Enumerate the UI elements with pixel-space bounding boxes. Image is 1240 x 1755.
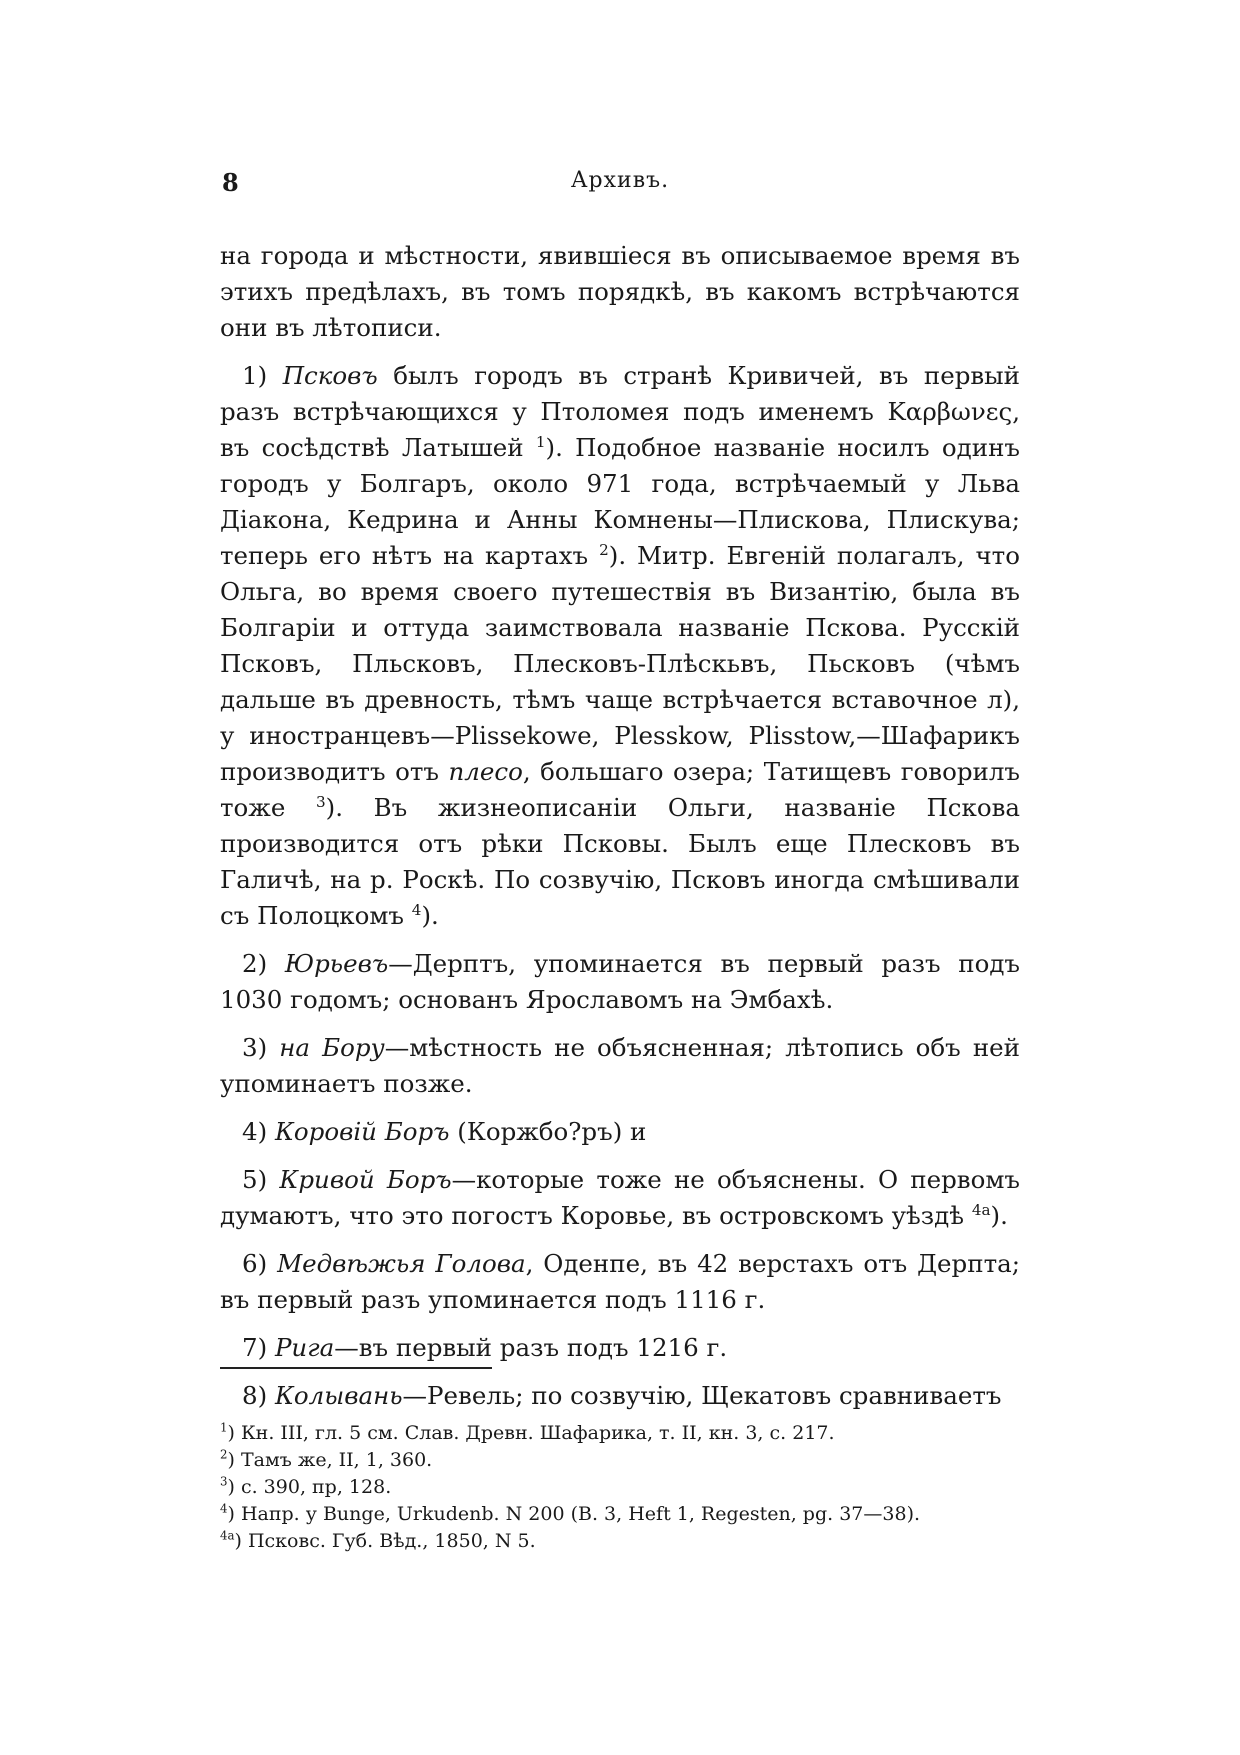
place-name: Кривой Боръ [279, 1165, 452, 1194]
paragraph-continuation [220, 238, 1020, 346]
place-name: Псковъ [282, 361, 378, 390]
text-run: ). [990, 1201, 1008, 1230]
text-run: —въ первый разъ подъ 1216 г. [334, 1333, 728, 1362]
footnotes [220, 1420, 1020, 1555]
paragraph-item-4-koroviy-bor [220, 1114, 1020, 1150]
footnote-ref: 2 [599, 540, 609, 559]
footnote-ref: 1 [535, 432, 546, 451]
footnote-ref: 4а [971, 1200, 991, 1219]
text-run: , Оденпе, въ 42 верстахъ отъ Дерпта; въ первый разъ упоминается подъ 1116 г. [220, 1249, 1020, 1314]
text-run: 6) [242, 1249, 278, 1278]
text-run: ). Подобное названіе носилъ одинъ городъ у Болгаръ, около 971 года, встрѣчаемый у Льва Діакона, Кедрина и Анны Комнены—Плискова, Плискува; теперь его нѣтъ на картахъ [220, 433, 1020, 570]
text-run: былъ городъ въ странѣ Кривичей, въ первый разъ встрѣчающихся у Птоломея подъ именемъ Καρβωνες, въ сосѣдствѣ Латышей [220, 361, 1021, 462]
text-run: 4) [242, 1117, 275, 1146]
running-title: Архивъ. [570, 168, 670, 193]
paragraph-item-5-krivoy-bor [220, 1162, 1020, 1234]
text-run: 5) [242, 1165, 280, 1194]
paragraph-item-8-kolyvan [220, 1378, 1020, 1414]
paragraph-item-7-riga [220, 1330, 1020, 1366]
paragraph-item-1-pskov [220, 358, 1020, 934]
paragraph-item-2-yuryev [220, 946, 1020, 1018]
place-name: Медвѣжья Голова [277, 1249, 526, 1278]
text-run: на города и мѣстности, явившіеся въ описываемое время въ этихъ предѣлахъ, въ томъ порядкѣ, въ какомъ встрѣчаются они въ лѣтописи. [220, 241, 1020, 342]
paragraph-item-3-na-boru [220, 1030, 1020, 1102]
place-name: Колывань [274, 1381, 403, 1410]
page-header [222, 168, 1018, 208]
text-run: 1) [242, 361, 283, 390]
text-run: ). [421, 901, 439, 930]
place-name: на Бору [279, 1033, 385, 1062]
footnote-ref: 4 [411, 900, 422, 919]
place-name: Рига [274, 1333, 335, 1362]
footnote-ref: 3 [316, 792, 326, 811]
text-run: 2) [242, 949, 285, 978]
page-number: 8 [222, 168, 239, 197]
footnote: $^4$) Напр. у Bunge, Urkudenb. N 200 (В. 3, Heft 1, Regesten, pg. 37—38). [220, 1501, 921, 1525]
footnote: $^1$) Кн. III, гл. 5 см. Слав. Древн. Шафарика, т. II, кн. 3, с. 217. [220, 1420, 835, 1444]
text-run: —Дерптъ, упоминается въ первый разъ подъ 1030 годомъ; основанъ Ярославомъ на Эмбахѣ. [220, 949, 1020, 1014]
text-run: —Ревель; по созвучію, Щекатовъ сравниваетъ [402, 1381, 1002, 1410]
text-run: 8) [242, 1381, 275, 1410]
text-run: —которые тоже не объяснены. О первомъ думаютъ, что это погостъ Коровье, въ островскомъ уѣздѣ [220, 1165, 1020, 1230]
footnote: $^3$) с. 390, пр, 128. [220, 1474, 392, 1498]
text-run: (Коржбо?ръ) и [449, 1117, 647, 1146]
footnote-divider [220, 1367, 492, 1369]
text-run: ). Въ жизнеописаніи Ольги, названіе Пскова производится отъ рѣки Псковы. Былъ еще Плесковъ въ Галичѣ, на р. Роскѣ. По созвучію, Псковъ иногда смѣшивали съ Полоцкомъ [220, 793, 1020, 930]
paragraph-item-6-medvezhya-golova [220, 1246, 1020, 1318]
place-name: Юрьевъ [284, 949, 389, 978]
footnote: $^2$) Тамъ же, II, 1, 360. [220, 1447, 433, 1471]
text-run: , большаго озера; Татищевъ говорилъ тоже [220, 757, 1020, 822]
body-text [220, 238, 1020, 1426]
text-run: —мѣстность не объясненная; лѣтопись объ ней упоминаетъ позже. [220, 1033, 1021, 1098]
footnote: $^{4а}$) Псковс. Губ. Вѣд., 1850, N 5. [220, 1528, 536, 1552]
text-run: ). Митр. Евгеній полагалъ, что Ольга, во время своего путешествія въ Византію, была въ Болгаріи и оттуда заимствовала названіе Пскова. Русскій Псковъ, Пльсковъ, Плесковъ-Плѣскьвъ, Пьсковъ (чѣмъ дальше въ древность, тѣмъ чаще встрѣчается вставочное л), у иностранцевъ—Plissekowe, Plesskow, Plisstow,—Шафарикъ производитъ отъ [220, 541, 1020, 786]
text-run: 7) [242, 1333, 275, 1362]
place-name: Коровій Боръ [274, 1117, 450, 1146]
text-run: 3) [242, 1033, 280, 1062]
place-name: плесо [448, 757, 523, 786]
